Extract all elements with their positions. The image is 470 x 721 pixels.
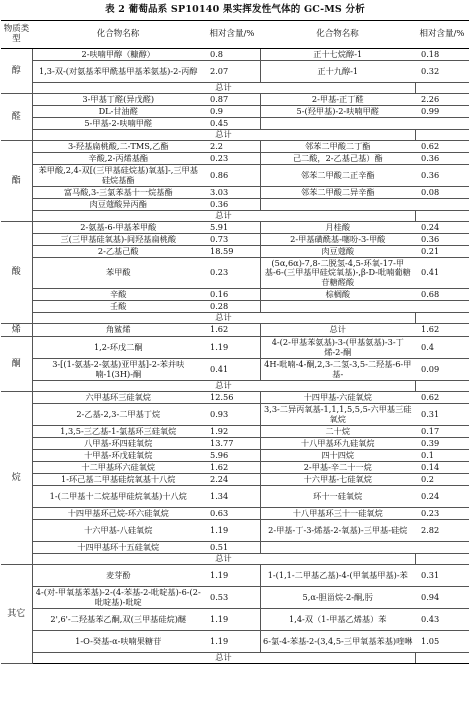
table-row — [1, 141, 469, 153]
content-left-cell: 0.63 — [204, 508, 260, 520]
total-label: 总计 — [32, 83, 415, 94]
compound-right-cell: 十八甲基环三十一硅氧烷 — [260, 508, 415, 520]
compound-left-cell: 麦芽酚 — [32, 565, 204, 587]
compound-left-cell: 1,3,5-三乙基-1-氯基环三硅氧烷 — [32, 426, 204, 438]
content-left-cell: 1.19 — [204, 631, 260, 653]
content-left-cell: 0.28 — [204, 301, 260, 313]
content-left-cell: 1.19 — [204, 520, 260, 542]
compound-right-cell — [260, 301, 415, 313]
total-row — [1, 381, 469, 392]
table-row — [1, 234, 469, 246]
table-row — [1, 301, 469, 313]
content-right-cell: 0.2 — [415, 474, 469, 486]
total-row — [1, 313, 469, 324]
content-left-cell: 1.62 — [204, 462, 260, 474]
table-body — [1, 49, 469, 664]
content-right-cell — [415, 542, 469, 554]
content-left-cell: 1.19 — [204, 565, 260, 587]
table-row — [1, 337, 469, 359]
category-cell: 其它 — [1, 565, 32, 664]
table-row — [1, 450, 469, 462]
content-left-cell: 0.73 — [204, 234, 260, 246]
content-right-cell: 0.4 — [415, 337, 469, 359]
total-label: 总计 — [32, 653, 415, 664]
compound-left-cell: 1-环己基二甲基硅烷氧基十八烷 — [32, 474, 204, 486]
content-right-cell: 0.62 — [415, 392, 469, 404]
total-spacer — [415, 130, 469, 141]
compound-left-cell: 十六甲基-八硅氧烷 — [32, 520, 204, 542]
content-right-cell: 0.24 — [415, 222, 469, 234]
table-row — [1, 153, 469, 165]
compound-left-cell: 2-乙基己酸 — [32, 246, 204, 258]
compound-right-cell: 2-甲基-辛二十一烷 — [260, 462, 415, 474]
content-left-cell: 0.53 — [204, 587, 260, 609]
compound-right-cell: 5,α-胆甾烷-2-酮,肟 — [260, 587, 415, 609]
content-left-cell: 0.23 — [204, 258, 260, 289]
content-right-cell: 0.62 — [415, 141, 469, 153]
content-right-cell — [415, 118, 469, 130]
content-right-cell — [415, 199, 469, 211]
content-left-cell: 0.9 — [204, 106, 260, 118]
total-spacer — [415, 211, 469, 222]
content-right-cell: 0.41 — [415, 258, 469, 289]
table-row — [1, 49, 469, 61]
content-left-cell: 1.19 — [204, 337, 260, 359]
content-right-cell: 0.99 — [415, 106, 469, 118]
content-right-cell: 0.14 — [415, 462, 469, 474]
content-left-cell: 0.51 — [204, 542, 260, 554]
table-row — [1, 587, 469, 609]
compound-left-cell: 肉豆蔻酸异丙酯 — [32, 199, 204, 211]
compound-left-cell: 1,3-双-(对氨基苯甲酰基甲基苯氨基)-2-丙醇 — [32, 61, 204, 83]
content-left-cell: 12.56 — [204, 392, 260, 404]
compound-left-cell: 六甲基环三硅氧烷 — [32, 392, 204, 404]
table-row — [1, 462, 469, 474]
compound-right-cell: 十八甲基环九硅氧烷 — [260, 438, 415, 450]
compound-left-cell: 1,2-环戊二酮 — [32, 337, 204, 359]
compound-left-cell: 角鲨烯 — [32, 324, 204, 337]
compound-right-cell: 1-(1,1-二甲基乙基)-4-(甲氧基甲基)-苯 — [260, 565, 415, 587]
compound-left-cell: 5-甲基-2-呋喃甲醛 — [32, 118, 204, 130]
content-left-cell: 0.36 — [204, 199, 260, 211]
content-left-cell: 0.41 — [204, 359, 260, 381]
total-row — [1, 83, 469, 94]
content-left-cell: 1.19 — [204, 609, 260, 631]
category-cell: 酸 — [1, 222, 32, 324]
table-row — [1, 426, 469, 438]
header-content-left: 相对含量/% — [204, 21, 260, 49]
total-row — [1, 130, 469, 141]
total-row — [1, 211, 469, 222]
compound-right-cell: 己二酸，2-乙基己基）酯 — [260, 153, 415, 165]
compound-right-cell: (5α,6α)-7,8-二脱氢-4,5-环氧-17-甲基-6-(三甲基甲硅烷氧基)-,β-D-吡喃葡糖苷糖醛酸 — [260, 258, 415, 289]
compound-left-cell: 八甲基-环四硅氧烷 — [32, 438, 204, 450]
content-left-cell: 1.34 — [204, 486, 260, 508]
table-row — [1, 631, 469, 653]
compound-right-cell: 十六甲基-七硅氧烷 — [260, 474, 415, 486]
compound-right-cell: 邻苯二甲酸二丁酯 — [260, 141, 415, 153]
total-label: 总计 — [32, 313, 415, 324]
compound-right-cell: 四十四烷 — [260, 450, 415, 462]
content-right-cell: 0.32 — [415, 61, 469, 83]
compound-right-cell — [260, 118, 415, 130]
table-row — [1, 508, 469, 520]
table-row — [1, 542, 469, 554]
compound-left-cell: 苯甲酸 — [32, 258, 204, 289]
header-content-right: 相对含量/% — [415, 21, 469, 49]
header-compound-left: 化合物名称 — [32, 21, 204, 49]
table-row — [1, 222, 469, 234]
compound-left-cell: 1-O-癸基-α-呋喃果糖苷 — [32, 631, 204, 653]
content-left-cell: 13.77 — [204, 438, 260, 450]
content-left-cell: 0.23 — [204, 153, 260, 165]
table-row — [1, 118, 469, 130]
category-cell: 烷 — [1, 392, 32, 565]
total-spacer — [415, 313, 469, 324]
table-caption: 表 2 葡萄品系 SP10140 果实挥发性气体的 GC-MS 分析 — [105, 4, 365, 15]
content-right-cell: 0.36 — [415, 165, 469, 187]
content-right-cell: 0.17 — [415, 426, 469, 438]
content-left-cell: 3.03 — [204, 187, 260, 199]
compound-right-cell: 3,3-二异丙氧基-1,1,1,5,5,5-六甲基三硅氧烷 — [260, 404, 415, 426]
content-left-cell: 5.96 — [204, 450, 260, 462]
content-right-cell: 2.26 — [415, 94, 469, 106]
compound-left-cell: 十四甲基环十五硅氧烷 — [32, 542, 204, 554]
compound-right-cell: 4H-吡喃-4-酮,2,3-二氢-3,5-二羟基-6-甲基- — [260, 359, 415, 381]
table-row — [1, 258, 469, 289]
compound-right-cell — [260, 199, 415, 211]
header-row — [1, 21, 469, 49]
category-cell: 酯 — [1, 141, 32, 222]
content-left-cell: 1.62 — [204, 324, 260, 337]
table-row — [1, 392, 469, 404]
compound-left-cell: 三(三甲基硅氧基)-间羟基扁桃酸 — [32, 234, 204, 246]
content-right-cell: 2.82 — [415, 520, 469, 542]
compound-left-cell: 3-甲基丁醛(异戊醛) — [32, 94, 204, 106]
content-right-cell: 0.31 — [415, 565, 469, 587]
category-cell: 烯 — [1, 324, 32, 337]
compound-right-cell: 正十七烷醇-1 — [260, 49, 415, 61]
table-row — [1, 246, 469, 258]
content-right-cell: 0.31 — [415, 404, 469, 426]
content-right-cell: 0.39 — [415, 438, 469, 450]
table-row — [1, 438, 469, 450]
table-row — [1, 359, 469, 381]
compound-left-cell: DL-甘油醛 — [32, 106, 204, 118]
total-spacer — [415, 83, 469, 94]
content-left-cell: 5.91 — [204, 222, 260, 234]
compound-right-cell: 环十一硅氧烷 — [260, 486, 415, 508]
header-compound-right: 化合物名称 — [260, 21, 415, 49]
content-left-cell: 0.45 — [204, 118, 260, 130]
compound-left-cell: 壬酸 — [32, 301, 204, 313]
compound-left-cell: 3-羟基扁桃酸,二-TMS,乙酯 — [32, 141, 204, 153]
compound-left-cell: 十二甲基环六硅氧烷 — [32, 462, 204, 474]
compound-left-cell: 2-氨基-6-甲基苯甲酸 — [32, 222, 204, 234]
table-row — [1, 486, 469, 508]
content-left-cell: 0.87 — [204, 94, 260, 106]
table-row — [1, 289, 469, 301]
compound-left-cell: 4-(对-甲氧基苯基)-2-(4-苯基-2-吡啶基)-6-(2-吡啶基)-吡啶 — [32, 587, 204, 609]
category-cell: 酮 — [1, 337, 32, 392]
content-right-cell: 1.62 — [415, 324, 469, 337]
content-left-cell: 2.07 — [204, 61, 260, 83]
compound-right-cell: 正十九醇-1 — [260, 61, 415, 83]
content-right-cell: 0.23 — [415, 508, 469, 520]
content-left-cell: 0.93 — [204, 404, 260, 426]
content-left-cell: 0.86 — [204, 165, 260, 187]
total-label: 总计 — [32, 130, 415, 141]
content-right-cell — [415, 301, 469, 313]
table-row — [1, 165, 469, 187]
compound-right-cell: 肉豆蔻酸 — [260, 246, 415, 258]
table-row — [1, 106, 469, 118]
compound-left-cell: 富马酸,3-三氯苯基十一烷基酯 — [32, 187, 204, 199]
compound-right-cell: 6-氯-4-苯基-2-(3,4,5-三甲氧基苯基)喹啉 — [260, 631, 415, 653]
compound-right-cell: 二十烷 — [260, 426, 415, 438]
table-row — [1, 520, 469, 542]
table-row — [1, 565, 469, 587]
table-row — [1, 324, 469, 337]
table-row — [1, 199, 469, 211]
content-right-cell: 0.36 — [415, 153, 469, 165]
compound-left-cell: 2',6'-二羟基苯乙酮,双(三甲基硅烷)醚 — [32, 609, 204, 631]
total-label: 总计 — [32, 381, 415, 392]
content-right-cell: 1.05 — [415, 631, 469, 653]
content-right-cell: 0.36 — [415, 234, 469, 246]
compound-right-cell: 5-(羟甲基)-2-呋喃甲醛 — [260, 106, 415, 118]
content-left-cell: 2.24 — [204, 474, 260, 486]
total-spacer — [415, 653, 469, 664]
compound-left-cell: 2-呋喃甲醇（糠醇） — [32, 49, 204, 61]
compound-right-cell: 月桂酸 — [260, 222, 415, 234]
compound-left-cell: 十四甲基环己烷-环六硅氧烷 — [32, 508, 204, 520]
content-left-cell: 1.92 — [204, 426, 260, 438]
content-right-cell: 0.21 — [415, 246, 469, 258]
content-right-cell: 0.94 — [415, 587, 469, 609]
content-right-cell: 0.18 — [415, 49, 469, 61]
compound-left-cell: 苯甲酸,2,4-双[(三甲基硅烷基)氧基]-,三甲基硅烷基酯 — [32, 165, 204, 187]
total-spacer — [415, 381, 469, 392]
compound-right-cell: 十四甲基-六硅氧烷 — [260, 392, 415, 404]
table-row — [1, 94, 469, 106]
content-right-cell: 0.08 — [415, 187, 469, 199]
total-label: 总计 — [32, 554, 415, 565]
gcms-table — [1, 20, 469, 664]
compound-left-cell: 辛酸,2-丙烯基酯 — [32, 153, 204, 165]
total-spacer — [415, 554, 469, 565]
compound-right-cell: 邻苯二甲酸二异辛酯 — [260, 187, 415, 199]
content-right-cell: 0.09 — [415, 359, 469, 381]
compound-right-cell — [260, 542, 415, 554]
table-row — [1, 609, 469, 631]
total-row — [1, 554, 469, 565]
total-label: 总计 — [32, 211, 415, 222]
table-row — [1, 404, 469, 426]
compound-right-cell: 2-甲基-正丁醛 — [260, 94, 415, 106]
table-row — [1, 474, 469, 486]
compound-right-cell: 1,4-双（1-甲基乙烯基）苯 — [260, 609, 415, 631]
compound-left-cell: 1-(二甲基十二烷基甲硅烷氧基)十八烷 — [32, 486, 204, 508]
content-right-cell: 0.24 — [415, 486, 469, 508]
content-left-cell: 0.8 — [204, 49, 260, 61]
compound-right-cell: 2-甲基-丁-3-烯基-2-氧基)-三甲基-硅烷 — [260, 520, 415, 542]
content-right-cell: 0.68 — [415, 289, 469, 301]
total-row — [1, 653, 469, 664]
compound-left-cell: 辛酸 — [32, 289, 204, 301]
compound-right-cell: 棕榈酸 — [260, 289, 415, 301]
content-left-cell: 0.16 — [204, 289, 260, 301]
content-left-cell: 18.59 — [204, 246, 260, 258]
compound-right-cell: 邻苯二甲酸二正辛酯 — [260, 165, 415, 187]
category-cell: 醛 — [1, 94, 32, 141]
compound-right-cell: 4-(2-甲基苯氨基)-3-(甲基氨基)-3-丁烯-2-酮 — [260, 337, 415, 359]
header-category: 物质类型 — [1, 21, 32, 49]
compound-right-cell: 2-甲基磺酰基-噻吩-3-甲酸 — [260, 234, 415, 246]
content-left-cell: 2.2 — [204, 141, 260, 153]
compound-left-cell: 十甲基-环戊硅氧烷 — [32, 450, 204, 462]
content-right-cell: 0.1 — [415, 450, 469, 462]
category-cell: 醇 — [1, 49, 32, 94]
compound-left-cell: 2-乙基-2,3-二甲基丁烷 — [32, 404, 204, 426]
table-row — [1, 187, 469, 199]
table-row — [1, 61, 469, 83]
compound-right-cell: 总计 — [260, 324, 415, 337]
compound-left-cell: 3-[(1-氨基-2-氨基)亚甲基]-2-苯并呋喃-1(3H)-酮 — [32, 359, 204, 381]
content-right-cell: 0.43 — [415, 609, 469, 631]
